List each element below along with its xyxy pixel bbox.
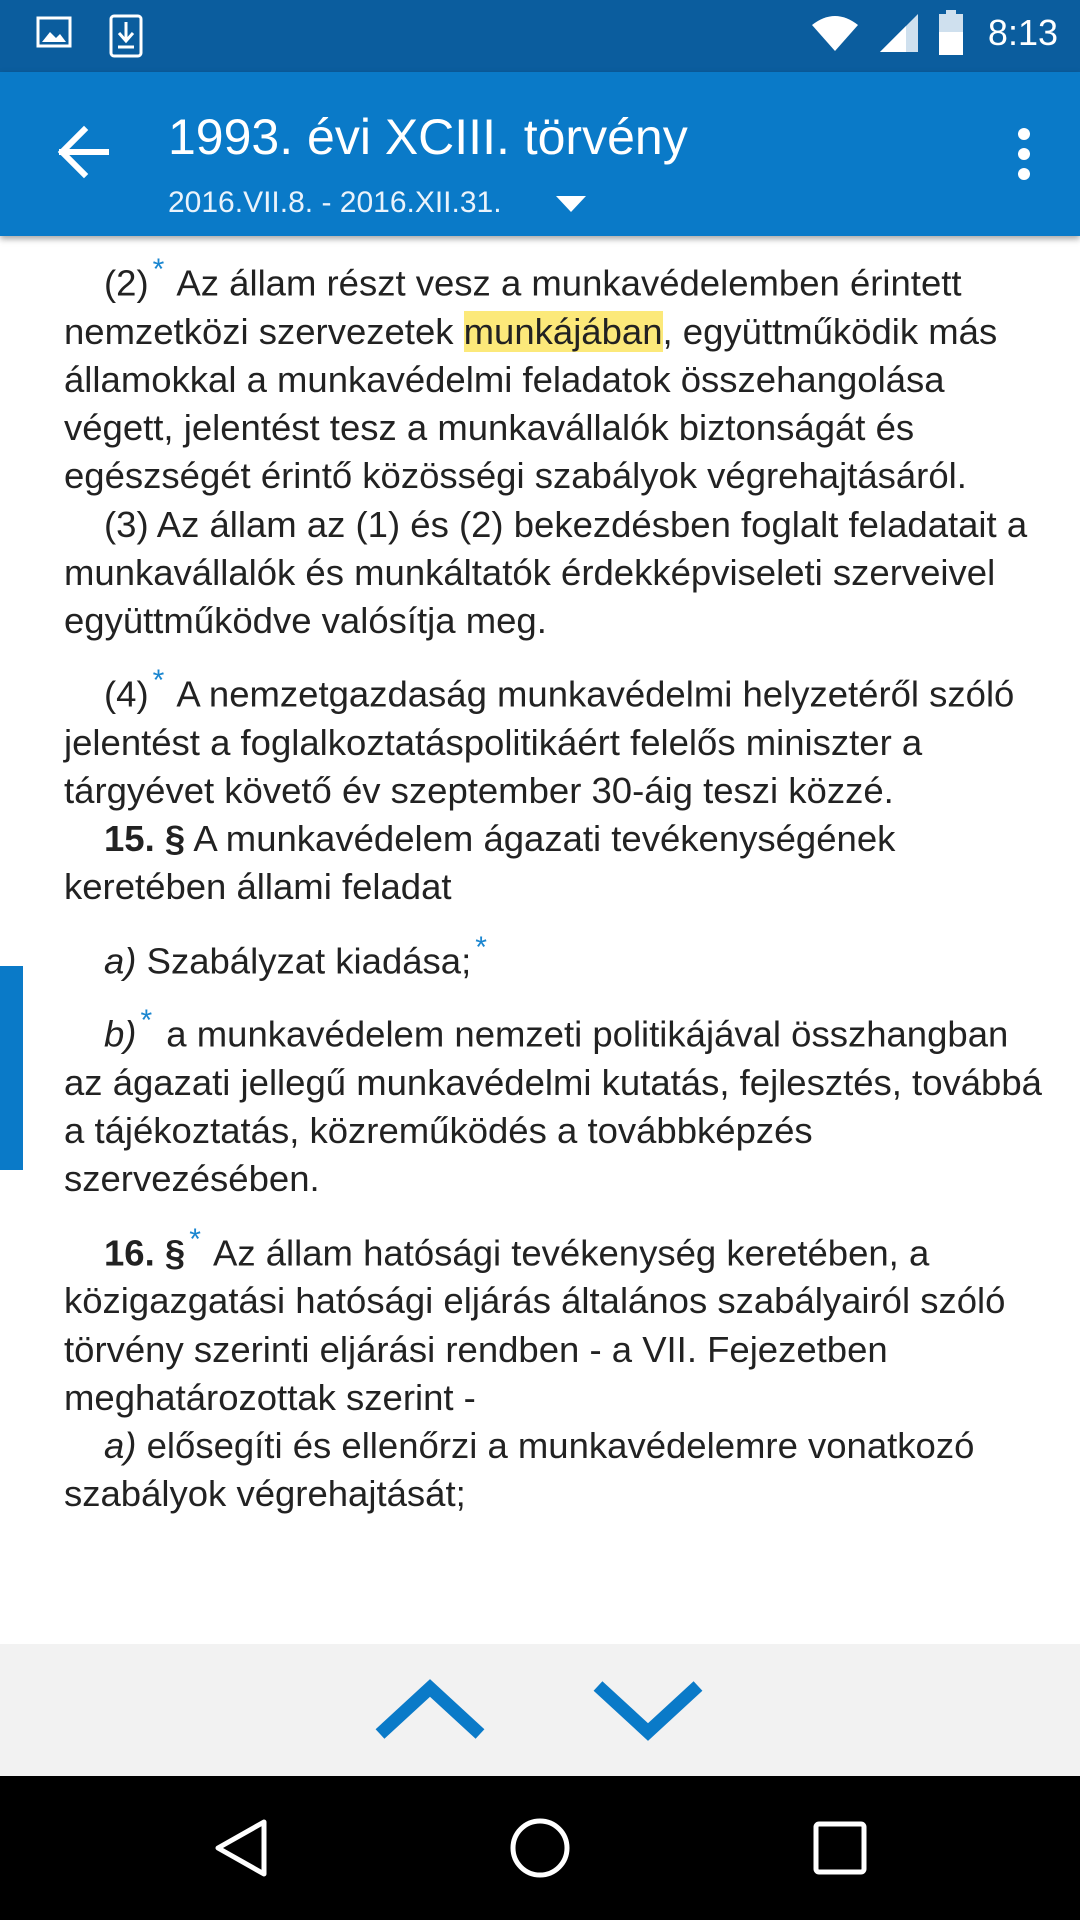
search-highlight: munkájában <box>463 310 663 352</box>
chevron-up-icon[interactable] <box>374 1678 486 1742</box>
page-title: 1993. évi XCIII. törvény <box>168 109 688 165</box>
section-16-a: a) elősegíti és ellenőrzi a munkavédelemre vonatkozó szabályok végrehajtását; <box>64 1424 975 1515</box>
amendment-star-icon[interactable]: * <box>152 253 165 286</box>
more-vert-icon[interactable] <box>1004 124 1044 184</box>
paragraph-2: (2) * Az állam részt vesz a munkavédelemben érintett nemzetközi szervezetek munkájában, együttműködik más államokkal a munkavédelmi feladatok összehangolása végett, jelentést tesz a munkavállalók biztonságát és egészségét érintő közösségi szabályok végrehajtásáról. <box>64 253 998 497</box>
battery-icon <box>938 10 964 56</box>
home-circle-icon[interactable] <box>508 1816 572 1880</box>
recents-square-icon[interactable] <box>812 1820 868 1876</box>
dropdown-triangle-icon[interactable] <box>556 196 586 214</box>
system-nav-bar <box>0 1776 1080 1920</box>
law-text-viewer[interactable] <box>0 236 1080 1644</box>
chevron-down-icon[interactable] <box>592 1678 704 1742</box>
search-result-nav <box>0 1644 1080 1776</box>
date-range[interactable]: 2016.VII.8. - 2016.XII.31. <box>168 186 502 219</box>
amendment-star-icon[interactable]: * <box>189 1222 201 1256</box>
section-15-b: b) * a munkavédelem nemzeti politikájával összhangban az ágazati jellegű munkavédelmi kutatás, fejlesztés, továbbá a tájékoztatás, közreműködés a továbbképzés szervezésében. <box>64 1004 1042 1200</box>
amendment-star-icon[interactable]: * <box>475 930 487 964</box>
status-time: 8:13 <box>987 12 1058 53</box>
section-16: 16. § * Az állam hatósági tevékenység keretében, a közigazgatási hatósági eljárás általános szabályairól szóló törvény szerinti eljárási rendben - a VII. Fejezetben meghatározottak szerint - <box>64 1222 1006 1418</box>
amendment-star-icon[interactable]: * <box>140 1004 153 1038</box>
download-icon <box>108 14 144 58</box>
section-15: 15. § A munkavédelem ágazati tevékenységének keretében állami feladat <box>64 818 896 908</box>
back-arrow-icon[interactable] <box>54 122 114 182</box>
paragraph-4: (4) * A nemzetgazdaság munkavédelmi helyzetéről szóló jelentést a foglalkoztatáspolitikáért felelős miniszter a tárgyévet követő év szeptember 30-áig teszi közzé. <box>64 664 1015 812</box>
image-icon <box>36 14 72 50</box>
back-triangle-icon[interactable] <box>210 1816 274 1880</box>
status-bar <box>0 0 1080 72</box>
signal-icon <box>878 12 920 54</box>
wifi-icon <box>810 13 860 53</box>
paragraph-3: (3) Az állam az (1) és (2) bekezdésben foglalt feladatait a munkavállalók és munkáltatók érdekképviseleti szerveivel együttműködve valósítja meg. <box>64 503 1028 641</box>
scroll-indicator[interactable] <box>0 966 23 1170</box>
amendment-star-icon[interactable]: * <box>152 664 165 698</box>
app-bar <box>0 72 1080 236</box>
section-15-a: a) Szabályzat kiadása; * <box>104 930 487 982</box>
